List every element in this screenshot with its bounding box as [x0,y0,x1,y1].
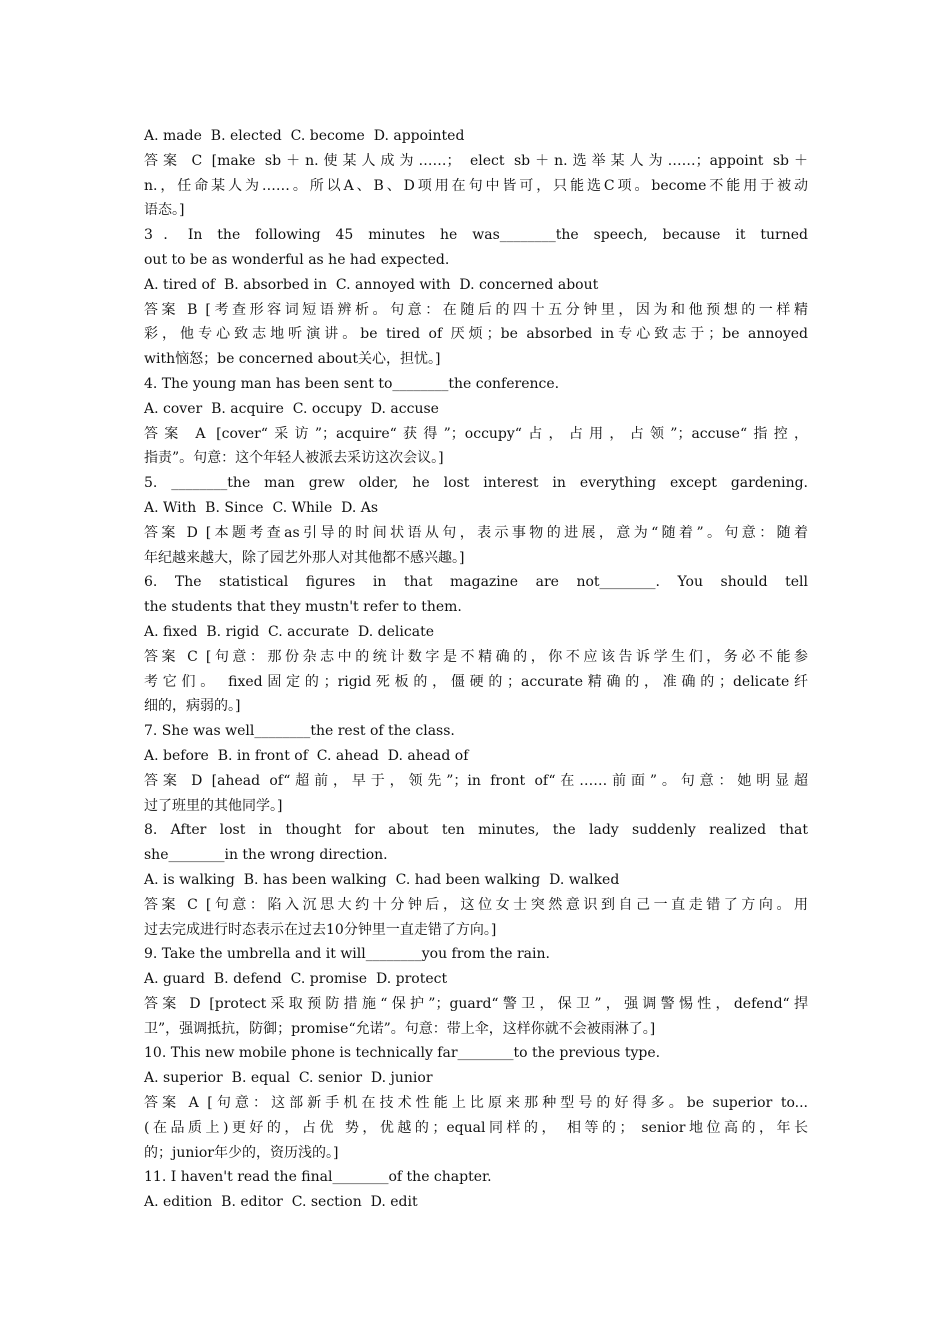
text-line: A. before B. in front of C. ahead D. ahead of [144,747,469,764]
text-line: 答案 D [protect采取预防措施“保护”；guard“警卫，保卫”，强调警惕性，defend“捍 [144,995,808,1012]
text-line: 11. I haven't read the final________of the chapter. [144,1169,492,1186]
text-line: 10. This new mobile phone is technically far________to the previous type. [144,1045,661,1062]
text-line: she________in the wrong direction. [144,847,388,864]
text-line: A. made B. elected C. become D. appointed [144,128,465,144]
text-line: 考它们。 fixed固定的；rigid死板的，僵硬的；accurate精确的，准确的；delicate纤 [144,673,808,690]
document-page [144,124,808,1215]
text-line: 答案 A [句意：这部新手机在技术性能上比原来那种型号的好得多。be superior to... [144,1095,808,1112]
text-line: 答案 C [句意：陷入沉思大约十分钟后，这位女士突然意识到自己一直走错了方向。用 [144,896,808,913]
text-line: out to be as wonderful as he had expected. [144,251,450,268]
text-line: A. edition B. editor C. section D. edit [144,1194,418,1211]
text-line: (在品质上)更好的，占优 势，优越的；equal同样的， 相等的； senior地位高的，年长 [144,1119,808,1136]
text-line: A. superior B. equal C. senior D. junior [144,1070,433,1087]
text-line: 答案 B [考查形容词短语辨析。句意：在随后的四十五分钟里，因为和他预想的一样精 [144,301,808,318]
text-line: 9. Take the umbrella and it will________you from the rain. [144,946,550,963]
text-line: 4. The young man has been sent to________the conference. [144,375,560,392]
text-line: 彩，他专心致志地听演讲。be tired of 厌烦；be absorbed in专心致志于；be annoyed [144,326,808,343]
text-line: n.，任命某人为……。所以A、B、D项用在句中皆可，只能选C项。become不能用于被动 [144,177,808,194]
text-line: 5. ________the man grew older, he lost interest in everything except gardening. [144,475,808,492]
text-line: 过了班里的其他同学。] [144,797,283,814]
text-line: the students that they mustn't refer to them. [144,599,462,616]
text-line: 指责”。句意：这个年轻人被派去采访这次会议。] [144,450,444,467]
text-line: 6. The statistical figures in that magazine are not________. You should tell [144,574,808,591]
text-line: 答案 C [make sb＋n.使某人成为……； elect sb＋n.选举某人为……；appoint sb＋ [144,152,808,169]
text-line: 语态。] [144,202,185,219]
text-line: 卫”，强调抵抗，防御；promise“允诺”。句意：带上伞，这样你就不会被雨淋了。] [144,1020,656,1037]
text-line: 8. After lost in thought for about ten minutes, the lady suddenly realized that [144,822,808,839]
text-line: 答案 A [cover“采访”；acquire“获得”；occupy“占，占用，占领”；accuse“指控， [144,425,808,442]
text-line: 答案 D [本题考查as引导的时间状语从句，表示事物的进展，意为“随着”。句意：随着 [144,524,808,541]
text-line: A. With B. Since C. While D. As [144,499,379,516]
text-line: A. tired of B. absorbed in C. annoyed with D. concerned about [144,276,599,293]
text-line: 的；junior年少的，资历浅的。] [144,1144,339,1161]
text-line: A. is walking B. has been walking C. had been walking D. walked [144,871,620,888]
text-line: 答案 C [句意：那份杂志中的统计数字是不精确的，你不应该告诉学生们，务必不能参 [144,648,808,665]
text-line: A. fixed B. rigid C. accurate D. delicate [144,623,434,640]
text-line: 7. She was well________the rest of the class. [144,723,455,740]
text-line: 细的，病弱的。] [144,698,241,715]
text-line: A. guard B. defend C. promise D. protect [144,971,448,988]
text-line: 过去完成进行时态表示在过去10分钟里一直走错了方向。] [144,921,497,938]
text-line: 年纪越来越大，除了园艺外那人对其他都不感兴趣。] [144,549,465,566]
text-line: 答案 D [ahead of“超前，早于，领先”；in front of“在……前面”。句意：她明显超 [144,772,808,789]
text-line: A. cover B. acquire C. occupy D. accuse [144,400,439,417]
text-line: with恼怒；be concerned about关心，担忧。] [144,351,441,368]
text-line: 3．In the following 45 minutes he was________the speech, because it turned [144,227,808,244]
